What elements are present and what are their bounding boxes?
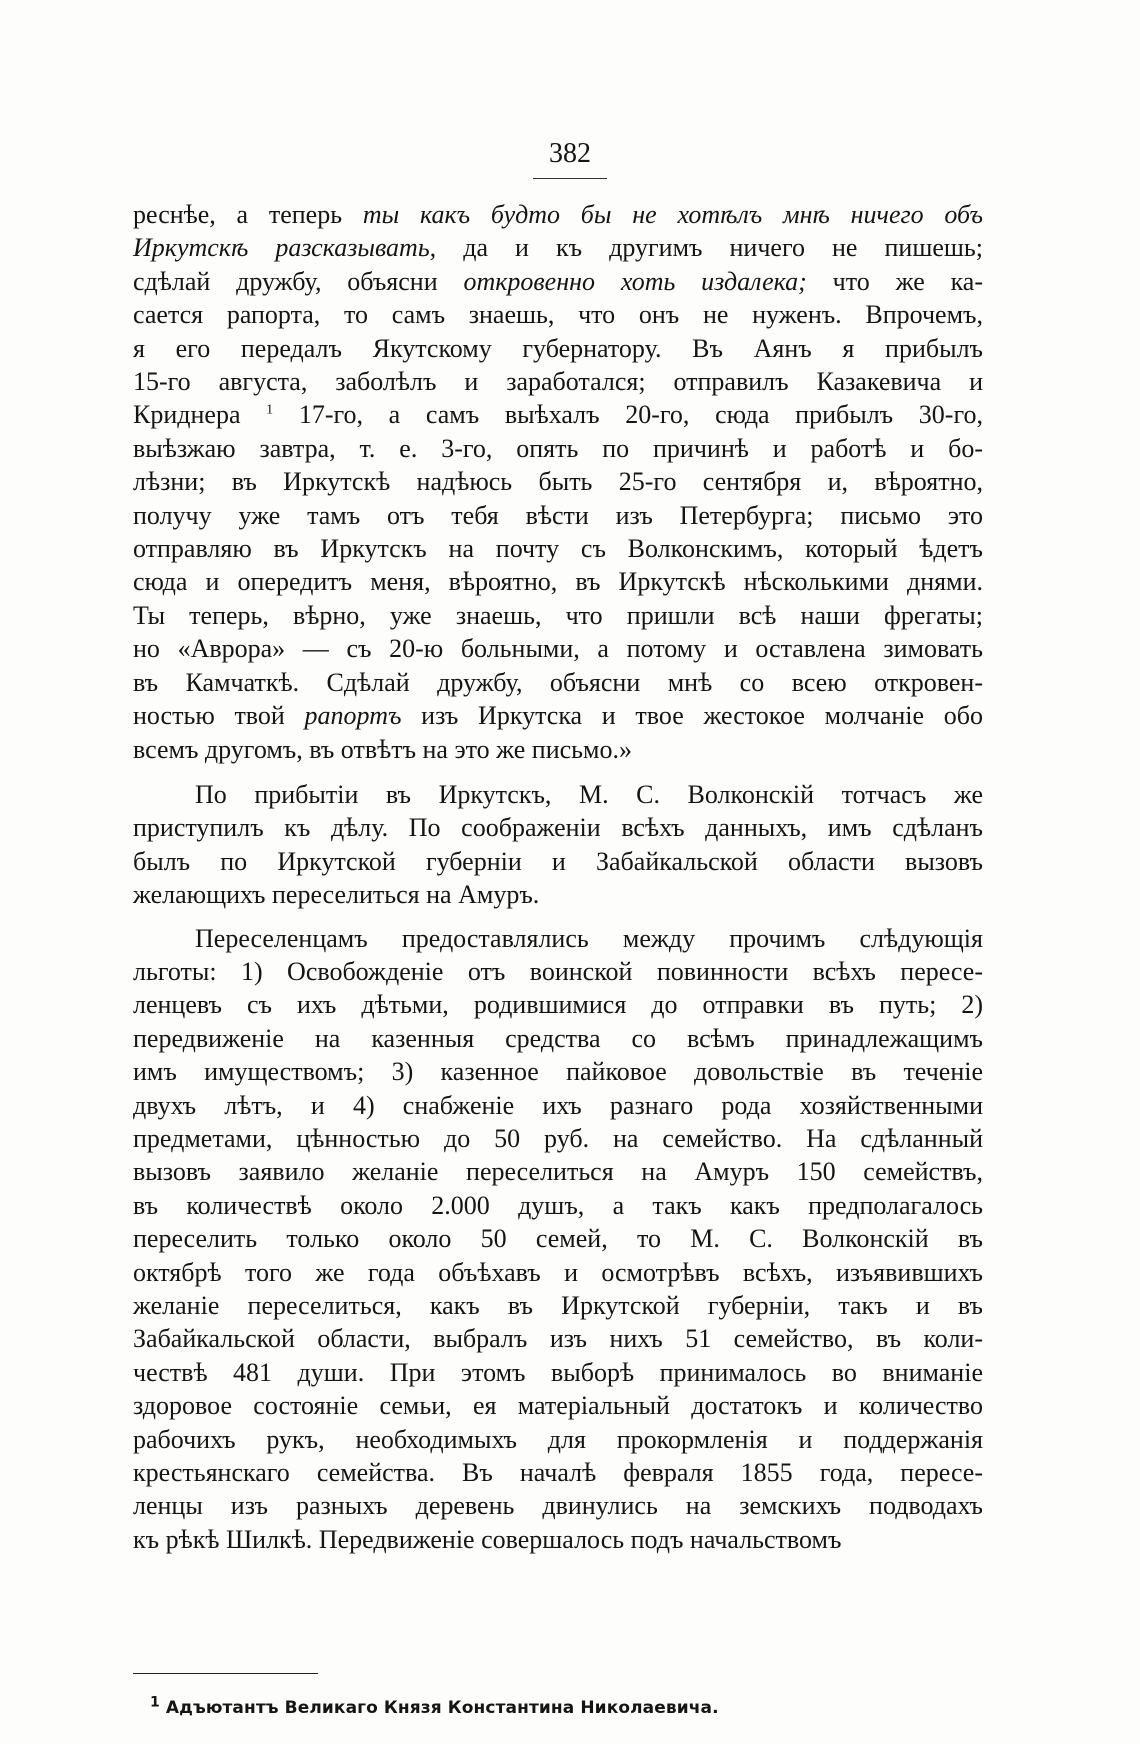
body-text — [133, 198, 983, 1556]
text-line — [133, 265, 983, 298]
italic-text: рапортъ — [304, 701, 402, 731]
text-segment: имъ имуществомъ; 3) казенное пайковое довольствіе въ теченіе — [133, 1057, 983, 1087]
text-segment: отправляю въ Иркутскъ на почту съ Волконскимъ, который ѣдетъ — [133, 534, 983, 564]
text-line — [133, 565, 983, 598]
text-segment: приступилъ къ дѣлу. По соображеніи всѣхъ данныхъ, имъ сдѣланъ — [133, 813, 983, 843]
text-line — [133, 699, 983, 732]
text-line — [133, 1456, 983, 1489]
text-line — [133, 499, 983, 532]
text-segment: 17-го, а самъ выѣхалъ 20-го, сюда прибылъ 30-го, — [273, 400, 983, 430]
text-segment: октябрѣ того же года объѣхавъ и осмотрѣвъ всѣхъ, изъявившихъ — [133, 1257, 983, 1287]
footnote — [150, 1694, 719, 1719]
italic-text: Иркутскѣ разсказывать, — [133, 233, 437, 263]
text-segment: всемъ другомъ, въ отвѣтъ на это же письмо.» — [133, 734, 632, 764]
page-number: 382 — [549, 138, 591, 169]
text-line — [133, 432, 983, 465]
footnote-rule — [133, 1673, 318, 1674]
text-line — [133, 398, 983, 431]
text-segment: я его передалъ Якутскому губернатору. Въ Аянъ я прибылъ — [133, 333, 983, 363]
text-line — [133, 599, 983, 632]
text-line — [133, 1389, 983, 1422]
text-segment: ленцы изъ разныхъ деревень двинулись на земскихъ подводахъ — [133, 1491, 983, 1521]
text-segment: изъ Иркутска и твое жестокое молчаніе обо — [401, 701, 983, 731]
text-segment: двухъ лѣтъ, и 4) снабженіе ихъ разнаго рода хозяйственными — [133, 1090, 983, 1120]
text-line — [133, 1089, 983, 1122]
text-segment: передвиженіе на казенныя средства со всѣмъ принадлежащимъ — [133, 1023, 983, 1053]
paragraph-3 — [133, 922, 983, 1557]
text-segment: предметами, цѣнностью до 50 руб. на семейство. На сдѣланный — [133, 1123, 983, 1153]
text-segment: льготы: 1) Освобожденіе отъ воинской повинности всѣхъ пересе- — [133, 956, 983, 986]
text-line — [133, 811, 983, 844]
text-segment: Ты теперь, вѣрно, уже знаешь, что пришли всѣ наши фрегаты; — [133, 600, 983, 630]
text-segment: чествѣ 481 души. При этомъ выборѣ принималось во вниманіе — [133, 1357, 983, 1387]
footnote-marker: 1 — [150, 1694, 160, 1711]
text-line — [133, 198, 983, 231]
text-segment: но «Аврора» — съ 20-ю больными, а потому и оставлена зимовать — [133, 634, 983, 664]
text-line — [133, 1523, 983, 1556]
text-segment: что же ка- — [806, 266, 983, 296]
text-segment: вызовъ заявило желаніе переселиться на Амуръ 150 семействъ, — [133, 1157, 983, 1187]
text-line — [133, 1055, 983, 1088]
text-line — [133, 922, 983, 955]
text-line — [133, 733, 983, 766]
italic-text: откровенно хоть издалека; — [463, 266, 807, 296]
text-line — [133, 332, 983, 365]
text-line — [133, 1322, 983, 1355]
text-segment: ленцевъ съ ихъ дѣтьми, родившимися до отправки въ путь; 2) — [133, 990, 983, 1020]
text-line — [133, 666, 983, 699]
paragraph-1 — [133, 198, 983, 766]
paragraph-2 — [133, 778, 983, 912]
text-segment: въ Камчаткѣ. Сдѣлай дружбу, объясни мнѣ со всею откровен- — [133, 667, 983, 697]
page-number-rule — [533, 178, 607, 179]
text-line — [133, 1155, 983, 1188]
text-segment: да и къ другимъ ничего не пишешь; — [436, 233, 983, 263]
text-line — [133, 532, 983, 565]
text-segment: Забайкальской области, выбралъ изъ нихъ 51 семейство, въ коли- — [133, 1324, 983, 1354]
text-segment: Переселенцамъ предоставлялись между прочимъ слѣдующія — [195, 923, 983, 953]
text-segment: реснѣе, а теперь — [133, 200, 363, 229]
text-line — [133, 298, 983, 331]
text-segment: къ рѣкѣ Шилкѣ. Передвиженіе совершалось подъ начальствомъ — [133, 1524, 842, 1554]
text-segment: 15-го августа, заболѣлъ и заработался; отправилъ Казакевича и — [133, 367, 983, 397]
text-line — [133, 1022, 983, 1055]
text-line — [133, 1289, 983, 1322]
text-segment: желающихъ переселиться на Амуръ. — [133, 880, 540, 910]
text-line — [133, 1122, 983, 1155]
text-line — [133, 955, 983, 988]
text-line — [133, 1189, 983, 1222]
text-line — [133, 878, 983, 911]
text-segment: получу уже тамъ отъ тебя вѣсти изъ Петербурга; письмо это — [133, 500, 983, 530]
text-segment: ностью твой — [133, 701, 305, 731]
text-line — [133, 845, 983, 878]
text-segment: былъ по Иркутской губерніи и Забайкальской области вызовъ — [133, 846, 983, 876]
text-line — [133, 1356, 983, 1389]
text-line — [133, 1222, 983, 1255]
footnote-text: Адъютантъ Великаго Князя Константина Николаевича. — [165, 1698, 719, 1718]
text-segment: лѣзни; въ Иркутскѣ надѣюсь быть 25-го сентября и, вѣроятно, — [133, 467, 983, 497]
text-line — [133, 1423, 983, 1456]
italic-text: ты какъ будто бы не хотѣлъ мнѣ ничего объ — [362, 200, 983, 229]
text-segment: выѣзжаю завтра, т. е. 3-го, опять по причинѣ и работѣ и бо- — [133, 433, 983, 463]
text-line — [133, 231, 983, 264]
text-line — [133, 465, 983, 498]
footnote-reference: 1 — [266, 402, 274, 418]
text-segment: крестьянскаго семейства. Въ началѣ февраля 1855 года, пересе- — [133, 1458, 983, 1488]
text-segment: сается рапорта, то самъ знаешь, что онъ не нуженъ. Впрочемъ, — [133, 300, 983, 330]
text-segment: въ количествѣ около 2.000 душъ, а такъ какъ предполагалось — [133, 1190, 983, 1220]
text-line — [133, 778, 983, 811]
text-segment: сюда и опередитъ меня, вѣроятно, въ Иркутскѣ нѣсколькими днями. — [133, 567, 983, 597]
text-line — [133, 1256, 983, 1289]
text-line — [133, 632, 983, 665]
text-segment: переселить только около 50 семей, то М. С. Волконскій въ — [133, 1224, 983, 1254]
text-segment: По прибытіи въ Иркутскъ, М. С. Волконскій тотчасъ же — [195, 779, 983, 809]
text-segment: Криднера — [133, 400, 267, 430]
text-segment: рабочихъ рукъ, необходимыхъ для прокормленія и поддержанія — [133, 1424, 983, 1454]
text-line — [133, 1489, 983, 1522]
text-line — [133, 988, 983, 1021]
text-line — [133, 365, 983, 398]
text-segment: здоровое состояніе семьи, ея матеріальный достатокъ и количество — [133, 1391, 983, 1421]
text-segment: желаніе переселиться, какъ въ Иркутской губерніи, такъ и въ — [133, 1291, 983, 1320]
text-segment: сдѣлай дружбу, объясни — [133, 266, 464, 296]
